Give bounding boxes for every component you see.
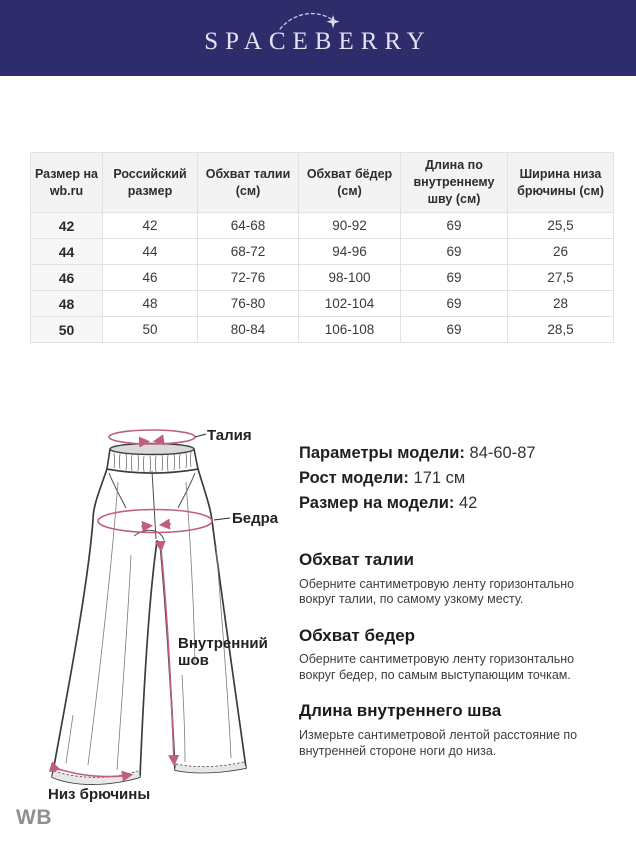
model-height-label: Рост модели: [299,469,409,487]
cell-hips: 98-100 [299,265,401,291]
guide-inseam-title: Длина внутреннего шва [299,701,502,721]
model-params-label: Параметры модели: [299,444,465,462]
cell-wb-size: 48 [31,291,103,317]
cell-waist: 76-80 [198,291,299,317]
model-size-line [299,491,609,516]
cell-ru-size: 44 [103,239,198,265]
cell-waist: 64-68 [198,213,299,239]
size-table [30,152,614,343]
cell-hips: 94-96 [299,239,401,265]
model-size-value: 42 [458,494,478,512]
col-header-hips: Обхват бёдер (см) [299,153,401,213]
cell-hips: 90-92 [299,213,401,239]
guide-hips-title: Обхват бедер [299,625,416,645]
brand-name: SPACEBERRY [204,28,432,55]
cell-wb-size: 42 [31,213,103,239]
table-row [31,213,614,239]
measure-guide [299,551,609,759]
col-header-wb-size: Размер на wb.ru [31,153,103,213]
col-header-inseam: Длина по внутреннему шву (см) [401,153,508,213]
cell-hem-width: 28,5 [508,317,614,343]
cell-ru-size: 42 [103,213,198,239]
pants-diagram [30,420,290,810]
pants-drawing [30,420,290,810]
guide-section-hips [299,627,609,684]
model-params-line [299,441,609,466]
cell-inseam: 69 [401,265,508,291]
size-table-header-row [31,153,614,213]
cell-ru-size: 48 [103,291,198,317]
hem-label: Низ брючины [48,786,151,803]
waist-label: Талия [207,427,252,444]
cell-inseam: 69 [401,239,508,265]
cell-waist: 80-84 [198,317,299,343]
wb-watermark: WB [16,806,52,829]
guide-inseam-text: Измерьте сантиметровой лентой расстояние по внутренней стороне ноги до низа. [299,728,578,758]
guide-section-waist [299,551,609,608]
col-header-ru-size: Российский размер [103,153,198,213]
cell-inseam: 69 [401,291,508,317]
cell-wb-size: 46 [31,265,103,291]
cell-hem-width: 26 [508,239,614,265]
cell-ru-size: 46 [103,265,198,291]
shooting-star-icon [277,7,343,33]
brand-header [0,0,636,76]
cell-wb-size: 44 [31,239,103,265]
table-row [31,239,614,265]
col-header-waist: Обхват талии (см) [198,153,299,213]
cell-hem-width: 27,5 [508,265,614,291]
hips-label: Бедра [232,510,279,527]
model-params-value: 84-60-87 [469,444,536,462]
guide-section-inseam [299,702,609,759]
table-row [31,291,614,317]
cell-hem-width: 25,5 [508,213,614,239]
cell-waist: 72-76 [198,265,299,291]
model-size-label: Размер на модели: [299,494,455,512]
cell-ru-size: 50 [103,317,198,343]
cell-waist: 68-72 [198,239,299,265]
table-row [31,265,614,291]
cell-inseam: 69 [401,317,508,343]
cell-hips: 106-108 [299,317,401,343]
brand-logo [0,0,636,76]
guide-hips-text: Оберните сантиметровую ленту горизонтально вокруг бедер, по самым выступающим точкам. [299,652,575,682]
table-row [31,317,614,343]
model-height-value: 171 см [413,469,466,487]
model-height-line [299,466,609,491]
guide-waist-text: Оберните сантиметровую ленту горизонтально вокруг талии, по самому узкому месту. [299,576,575,607]
cell-hips: 102-104 [299,291,401,317]
guide-waist-title: Обхват талии [299,550,414,569]
cell-hem-width: 28 [508,291,614,317]
col-header-hem-width: Ширина низа брючины (см) [508,153,614,213]
cell-wb-size: 50 [31,317,103,343]
cell-inseam: 69 [401,213,508,239]
info-column [299,441,609,778]
inseam-label: Внутренний шов [178,635,268,669]
